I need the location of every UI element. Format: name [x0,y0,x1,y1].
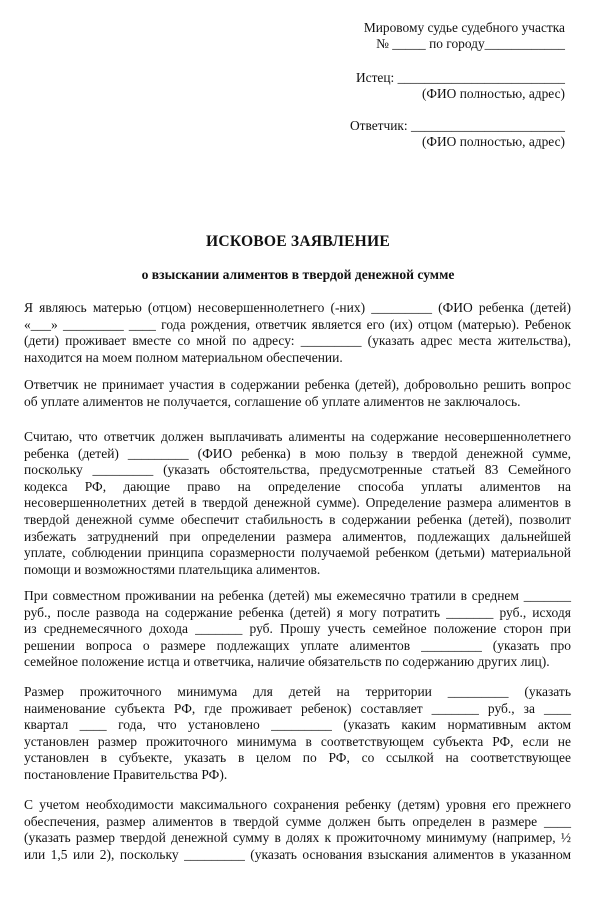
text-line: (указать размер твердой денежной сумму в долях к прожиточному минимуму (например, ½ [24,830,571,846]
text-line: установлен в субъекте, указать в целом по РФ, со ссылкой на соответствующее [24,750,571,766]
plaintiff-line: Истец: _________________________ [355,70,565,85]
paragraph-6 [24,797,571,863]
plaintiff-note: (ФИО полностью, адрес) [421,86,565,101]
paragraph-4 [24,588,571,671]
paragraph-2 [24,377,571,410]
plaintiff-block [356,70,565,102]
addressee-block [364,20,565,52]
text-line: «___» _________ ____ года рождения, ответчик является его (их) отцом (матерью). Ребенок [24,316,571,332]
text-line: При совместном проживании на ребенка (детей) мы ежемесячно тратили в среднем _______ [24,588,571,603]
text-line: поскольку _________ (указать обстоятельства, предусмотренные статьей 83 Семейного [24,462,571,478]
defendant-line: Ответчик: _______________________ [349,118,565,133]
defendant-note: (ФИО полностью, адрес) [421,134,565,149]
text-line: кодекса РФ, дающие право на определение способа уплаты алиментов на [24,478,571,494]
text-line: наименование субъекта РФ, где проживает ребенок) составляет _______ руб., за ____ [24,700,571,716]
text-line: твердой денежной сумме обеспечит стабильность в содержании ребенка (детей), позволит [24,511,571,527]
text-line: установлен размер прожиточного минимума в соответствующем субъекта РФ, если не [24,733,571,749]
text-line: (дети) проживает вместе со мной по адресу: _________ (указать адрес места жительства), [24,333,571,349]
text-line: постановление Правительства РФ). [24,766,228,782]
text-line: Размер прожиточного минимума для детей на территории _________ (указать [24,684,571,699]
text-line: С учетом необходимости максимального сохранения ребенку (детям) уровня его прежнего [24,797,571,812]
text-line: несовершеннолетних детей в твердой денежной сумме). Определение размера алиментов в [24,495,571,511]
paragraph-5 [24,684,571,784]
text-line: обеспечения, размер алиментов в твердой сумме должен быть определен в размере ____ [24,813,571,829]
text-line: ребенка (детей) _________ (ФИО ребенка) в мою пользу в твердой денежной сумме, [24,445,571,461]
text-line: семейное положение истца и ответчика, наличие обязательств по содержанию других лиц). [24,654,550,670]
text-line: Считаю, что ответчик должен выплачивать алименты на содержание несовершеннолетнего [24,429,571,444]
document-title: ИСКОВОЕ ЗАЯВЛЕНИЕ [206,233,390,250]
text-line: находится на моем полном материальном обеспечении. [24,349,343,365]
text-line: избежать затруднений при определении размера алиментов, подлежащих дальнейшей [24,528,571,544]
text-line: решении вопроса о размере подлежащих уплате алиментов _________ (указать про [24,637,571,653]
paragraph-3 [24,429,571,578]
addressee-line-2: № _____ по городу____________ [376,36,565,51]
text-line: Я являюсь матерью (отцом) несовершеннолетнего (-них) _________ (ФИО ребенка (детей) [24,300,571,315]
defendant-block [350,118,565,150]
text-line: помощи и возможностями плательщика алиментов. [24,561,321,577]
document-subtitle: о взыскании алиментов в твердой денежной сумме [141,267,455,282]
text-line: уплате, соблюдении принципа соразмерности получаемой ребенком (детьми) материальной [24,545,571,561]
paragraph-1 [24,300,571,366]
text-line: руб., после развода на содержание ребенка (детей) я могу потратить _______ руб., исходя [24,604,571,620]
addressee-line-1: Мировому судье судебного участка [363,20,565,35]
text-line: квартал ____ года, что установлено _________ (указать каким нормативным актом [24,717,571,733]
text-line: Ответчик не принимает участия в содержании ребенка (детей), добровольно решить вопрос [24,377,571,392]
text-line: или 1,5 или 2), поскольку _________ (указать основания взыскания алиментов в указанном [24,846,571,862]
text-line: из среднемесячного дохода _______ руб. Прошу учесть семейное положение сторон при [24,621,571,637]
text-line: об уплате алиментов не получается, соглашение об уплате алиментов не заключалось. [24,393,521,409]
